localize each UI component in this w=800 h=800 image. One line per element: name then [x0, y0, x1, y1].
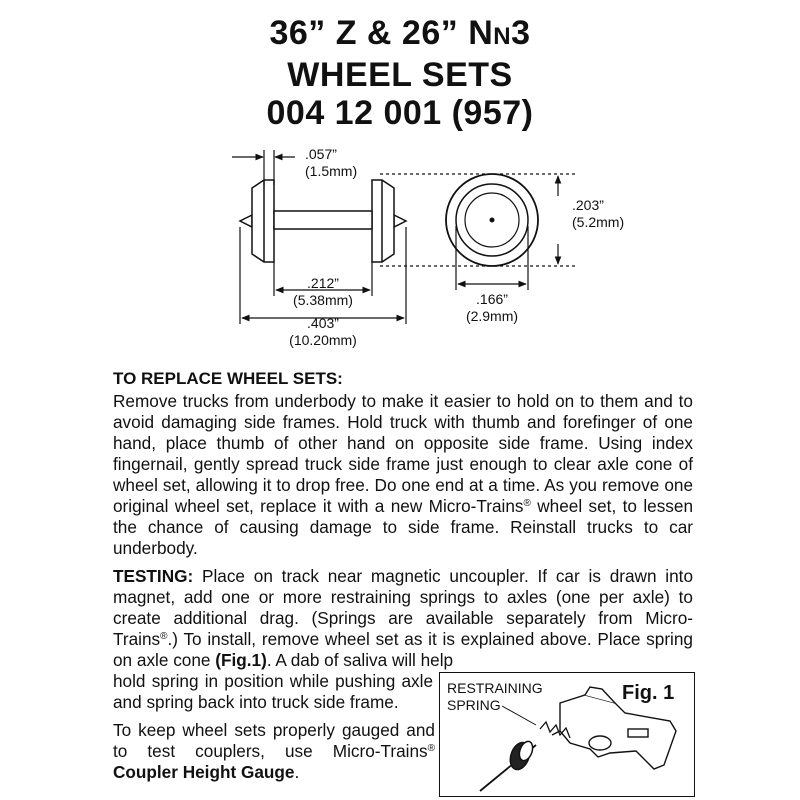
- overall-dimension-mm: (10.20mm): [289, 332, 357, 348]
- wheel-end-view: [446, 174, 538, 266]
- title-n-small: N: [493, 23, 512, 50]
- registered-mark: ®: [160, 631, 168, 642]
- overall-dimension-inches: .403”: [307, 315, 339, 331]
- flange-dimension-inches: .057”: [305, 146, 337, 162]
- wheel-dimension-mm: (2.9mm): [465, 308, 519, 324]
- gauge-tool-name: Coupler Height Gauge: [113, 762, 295, 782]
- wheel-dimension-inches: .166”: [476, 291, 508, 307]
- wheel-and-axle: [480, 740, 536, 791]
- testing-continuation: hold spring in position while pushing axle and spring back into truck side frame.: [113, 671, 433, 712]
- fig-reference: (Fig.1): [215, 650, 267, 670]
- testing-text-1: Place on track near magnetic uncoupler. If car is drawn into magnet, add one or more restraining springs to axles (one per axle) to create additional drag. (Springs are available separately from Micro-Trains: [113, 566, 693, 649]
- diameter-dimension-inches: .203”: [572, 197, 604, 213]
- tread-dimension-mm: (5.38mm): [293, 292, 353, 308]
- title-line-2: WHEEL SETS: [287, 56, 513, 94]
- registered-mark: ®: [523, 498, 531, 509]
- title-suffix: 3: [511, 14, 531, 52]
- product-number: 004 12 001 (957): [266, 94, 534, 132]
- title-n-cap: N: [468, 14, 494, 52]
- figure-1-illustration: [440, 673, 693, 795]
- replace-text-2: wheel set, to lessen the chance of causing damage to side frame. Reinstall trucks to car underbody.: [113, 496, 693, 558]
- title-block: [0, 14, 800, 132]
- restraining-label-line2: SPRING: [447, 697, 501, 713]
- gauge-paragraph: To keep wheel sets properly gauged and to test couplers, use Micro-Trains® Coupler Height Gauge.: [113, 720, 435, 782]
- title-prefix: 36” Z & 26”: [269, 14, 469, 52]
- figure-1-box: [439, 672, 695, 797]
- registered-mark: ®: [427, 743, 435, 754]
- replace-paragraph: [113, 391, 693, 559]
- gauge-text-1: To keep wheel sets properly gauged and to test couplers, use Micro-Trains: [113, 720, 435, 761]
- wheel-set-diagram: [0, 130, 800, 360]
- testing-label: TESTING:: [113, 566, 194, 586]
- testing-text-3: . A dab of saliva will help: [266, 650, 454, 670]
- restraining-label-line1: RESTRAINING: [447, 680, 543, 696]
- title-line-1: [0, 14, 800, 56]
- flange-dimension-mm: (1.5mm): [305, 163, 358, 179]
- testing-paragraph: [113, 566, 693, 671]
- tread-dimension-inches: .212”: [307, 275, 339, 291]
- replace-heading: TO REPLACE WHEEL SETS:: [113, 369, 343, 388]
- label-leader-line: [502, 706, 536, 725]
- wheel-set-side-view: [240, 180, 406, 262]
- replace-text-1: Remove trucks from underbody to make it easier to hold on to them and to avoid damaging side frames. Hold truck with thumb and forefinger of one hand, place thumb of other hand on opposite side frame. Using index fingernail, gently spread truck side frame just enough to clear axle cone of wheel set, allowing it to drop free. Do one end at a time. As you remove one original wheel set, replace it with a new Micro-Trains: [113, 391, 693, 516]
- testing-text-2: .) To install, remove wheel set as it is explained above. Place spring on axle cone: [113, 629, 693, 670]
- figure-title: Fig. 1: [622, 682, 675, 704]
- diameter-dimension-mm: (5.2mm): [572, 214, 625, 230]
